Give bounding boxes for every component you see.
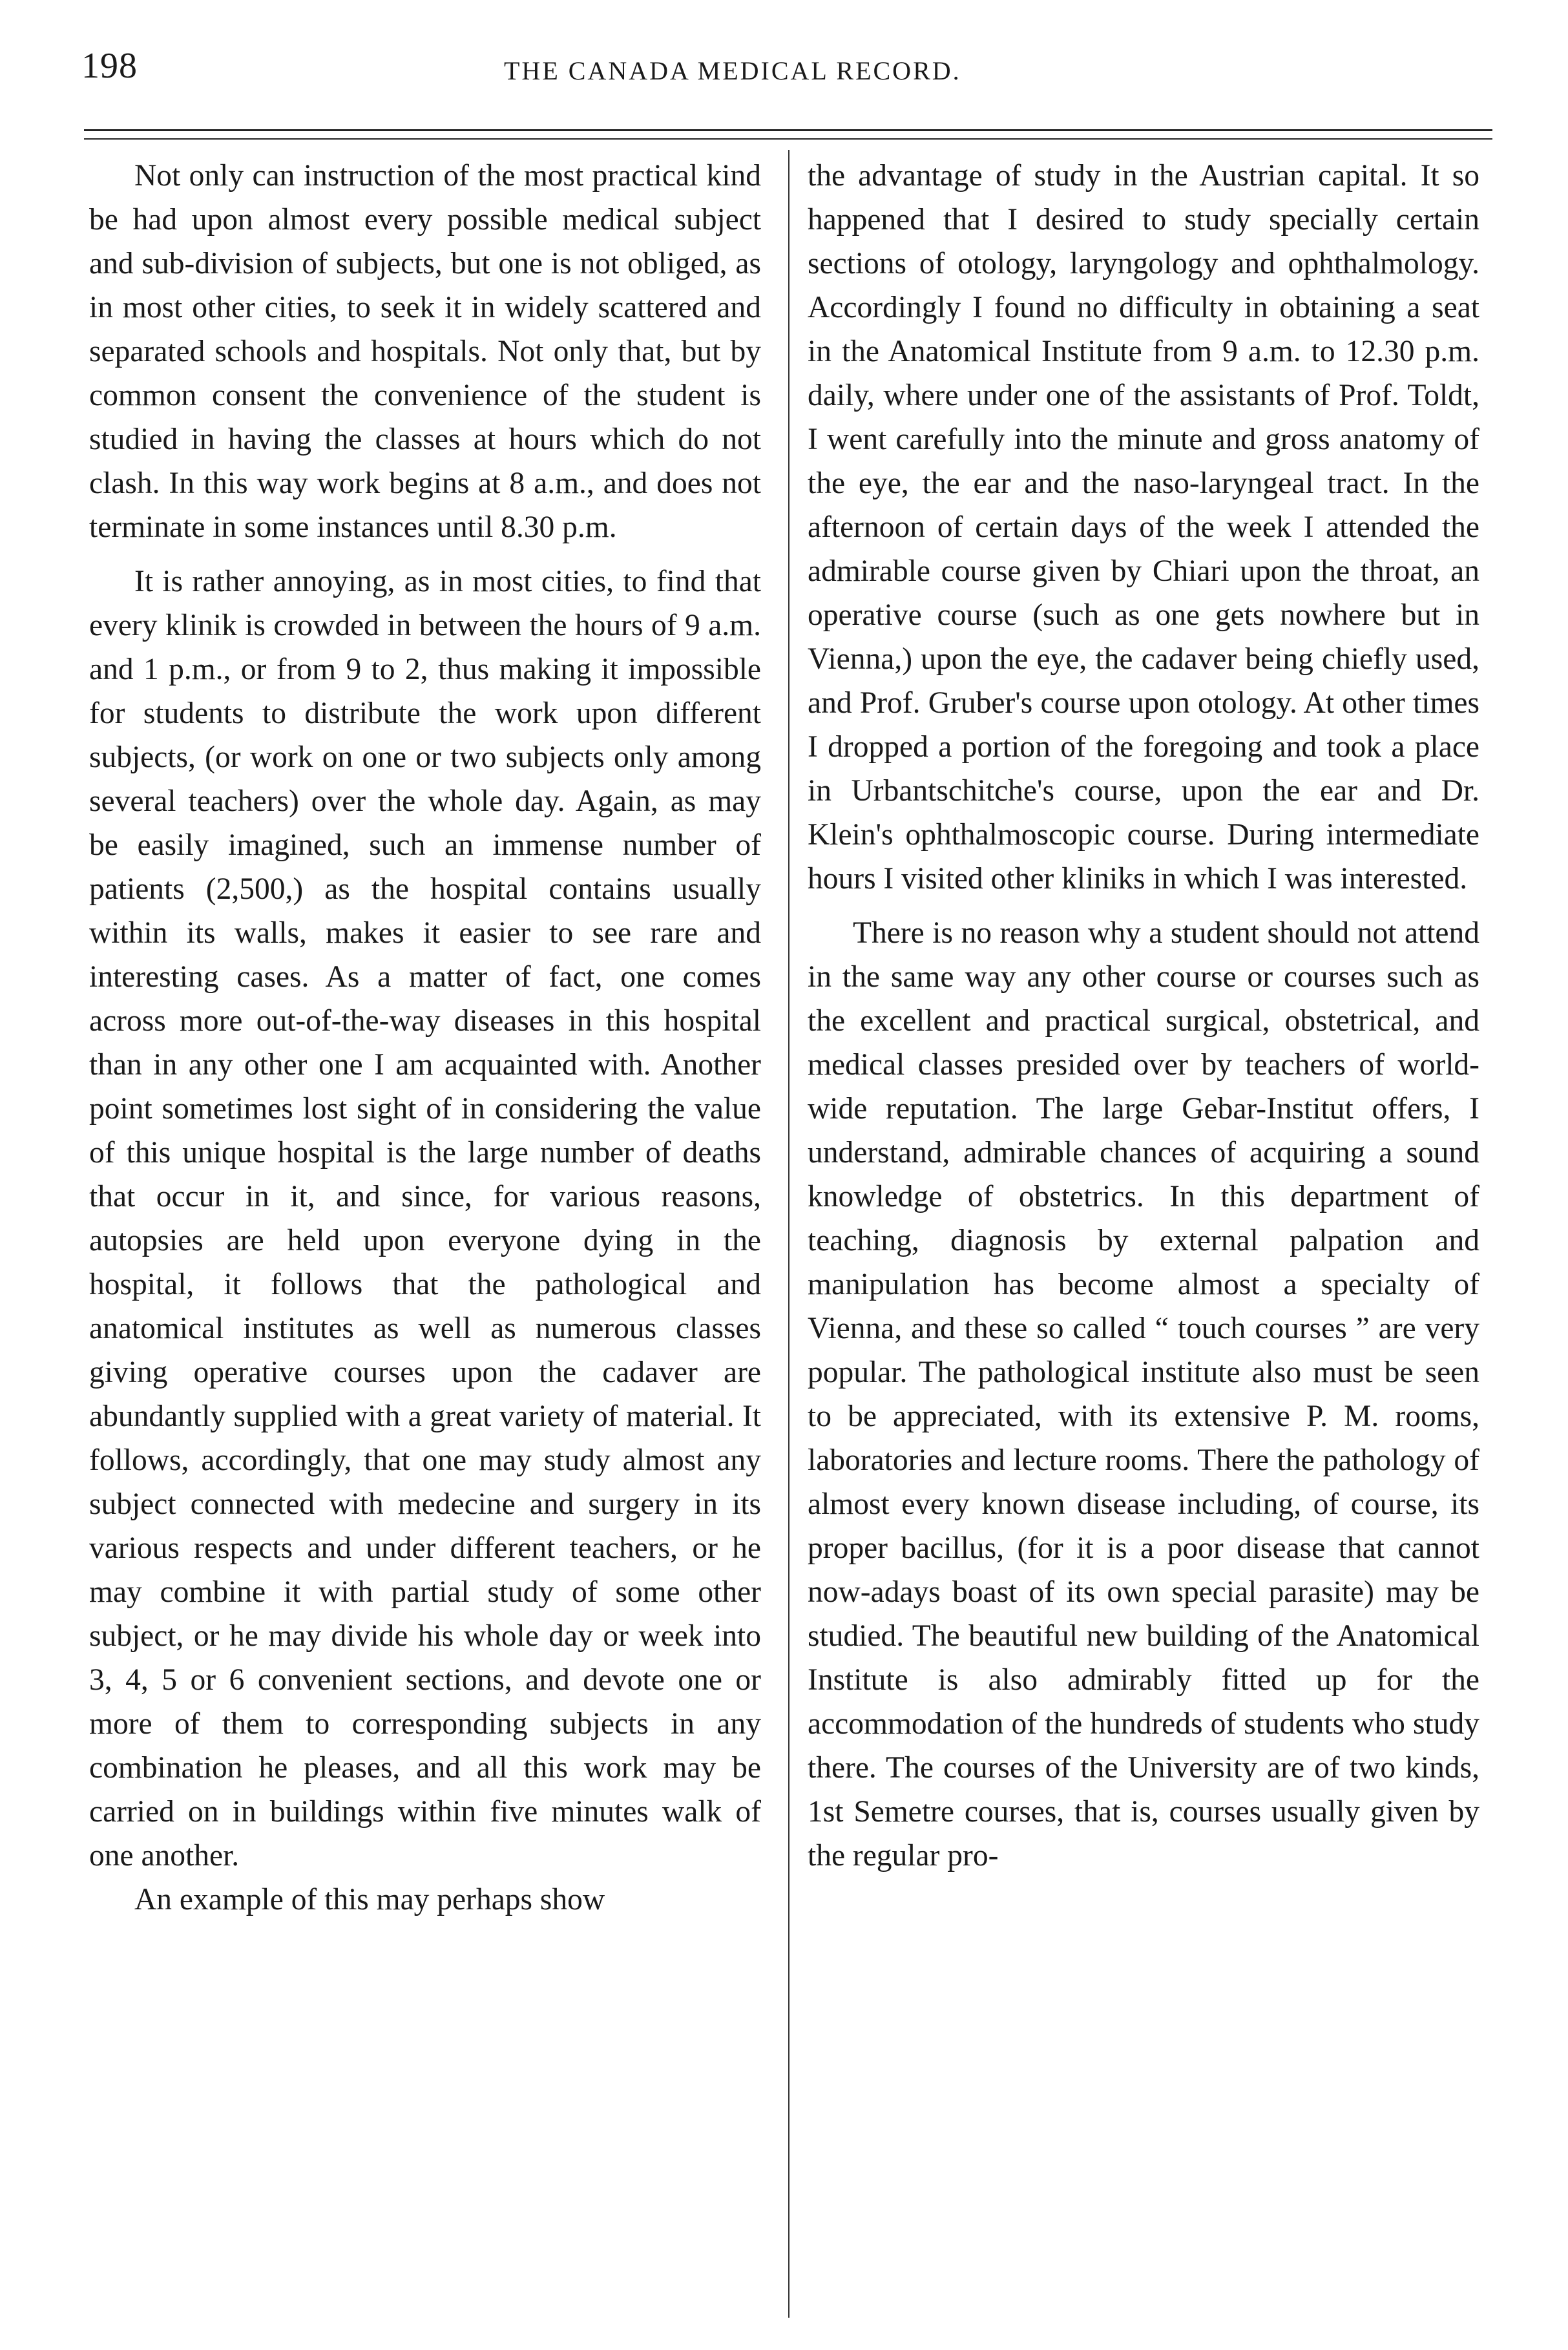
header-rule-top [84,129,1492,131]
left-paragraph-1: Not only can instruction of the most practical kind be had upon almost every possible medical subject and sub-division of subjects, but one is not obliged, as in most other cities, to seek it in widely scattered and separated schools and hospitals. Not only that, but by common consent the convenience of the student is studied in having the classes at hours which do not clash. In this way work begins at 8 a.m., and does not terminate in some instances until 8.30 p.m. [89,159,761,544]
right-paragraph-2: There is no reason why a student should not attend in the same way any other course or courses such as the excellent and practical surgical, obstetrical, and medical classes presided over by teachers of world-wide reputation. The large Gebar-Institut offers, I understand, admirable chances of acquiring a sound knowledge of obstetrics. In this department of teaching, diagnosis by external palpation and manipulation has become almost a specialty of Vienna, and these so called “ touch courses ” are very popular. The pathological institute also must be seen to be appreciated, with its extensive P. M. rooms, laboratories and lecture rooms. There the pathology of almost every known disease including, of course, its proper bacillus, (for it is a poor disease that cannot now-adays boast of its own special parasite) may be studied. The beautiful new building of the Anatomical Institute is also admirably fitted up for the accommodation of the hundreds of students who study there. The courses of the University are of two kinds, 1st Semetre courses, that is, courses usually given by the regular pro- [808,916,1479,1873]
left-paragraph-2: It is rather annoying, as in most cities, to find that every klinik is crowded in between the hours of 9 a.m. and 1 p.m., or from 9 to 2, thus making it impossible for students to distribute the work upon different subjects, (or work on one or two subjects only among several teachers) over the whole day. Again, as may be easily imagined, such an immense number of patients (2,500,) as the hospital contains usually within its walls, makes it easier to see rare and interesting cases. As a matter of fact, one comes across more out-of-the-way diseases in this hospital than in any other one I am acquainted with. Another point sometimes lost sight of in considering the value of this unique hospital is the large number of deaths that occur in it, and since, for various reasons, autopsies are held upon everyone dying in the hospital, it follows that the pathological and anatomical institutes as well as numerous classes giving operative courses upon the cadaver are abundantly supplied with a great variety of material. It follows, accordingly, that one may study almost any subject connected with medecine and surgery in its various respects and under different teachers, or he may combine it with partial study of some other subject, or he may divide his whole day or week into 3, 4, 5 or 6 convenient sections, and devote one or more of them to corresponding subjects in any combination he pleases, and all this work may be carried on in buildings within five minutes walk of one another. [89,565,761,1873]
right-column [808,154,1479,1878]
right-paragraph-1: the advantage of study in the Austrian capital. It so happened that I desired to study specially certain sections of otology, laryngology and ophthalmology. Accordingly I found no difficulty in obtaining a seat in the Anatomical Institute from 9 a.m. to 12.30 p.m. daily, where under one of the assistants of Prof. Toldt, I went carefully into the minute and gross anatomy of the eye, the ear and the naso-laryngeal tract. In the afternoon of certain days of the week I attended the admirable course given by Chiari upon the throat, an operative course (such as one gets nowhere but in Vienna,) upon the eye, the cadaver being chiefly used, and Prof. Gruber's course upon otology. At other times I dropped a portion of the foregoing and took a place in Urbantschitche's course, upon the ear and Dr. Klein's ophthalmoscopic course. During intermediate hours I visited other kliniks in which I was interested. [808,159,1479,896]
left-paragraph-3: An example of this may perhaps show [134,1883,605,1916]
journal-title: THE CANADA MEDICAL RECORD. [504,56,961,85]
page-number: 198 [81,46,138,86]
header-rule-bottom [84,138,1492,140]
column-divider [788,150,789,2318]
left-column [89,154,761,1922]
